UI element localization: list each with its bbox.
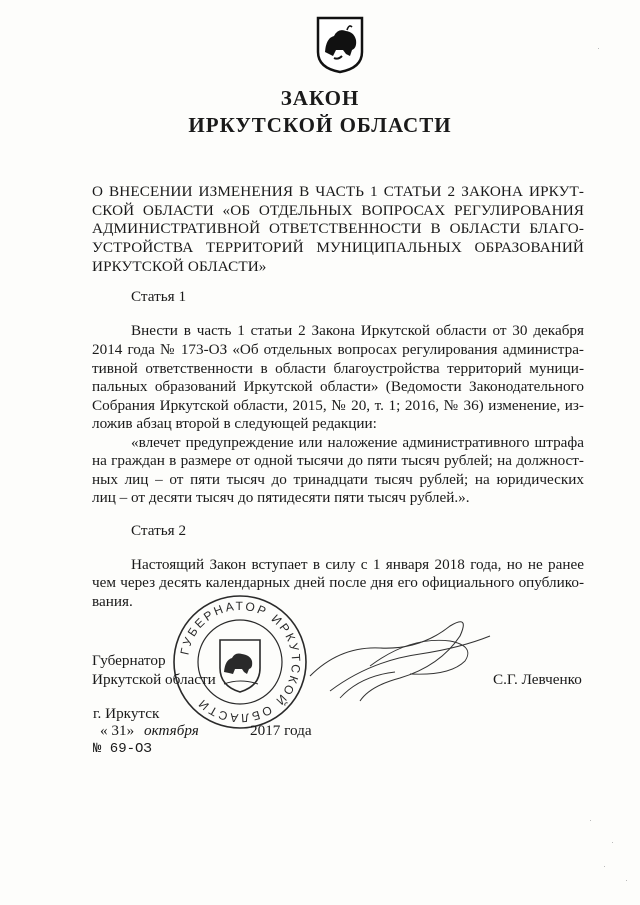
- date-month: октября: [144, 722, 199, 739]
- document-type-title: ЗАКОН: [280, 86, 360, 110]
- heading-line: СКОЙ ОБЛАСТИ «ОБ ОТДЕЛЬНЫХ ВОПРОСАХ РЕГУЛИРОВАНИЯ: [92, 201, 584, 219]
- article-1-line: 2014 года № 173-ОЗ «Об отдельных вопросах регулирования администра-: [92, 341, 584, 358]
- heading-line: АДМИНИСТРАТИВНОЙ ОТВЕТСТВЕННОСТИ В ОБЛАСТИ БЛАГО-: [92, 220, 584, 238]
- law-number: № 69-ОЗ: [93, 741, 152, 757]
- signer-position-line: Губернатор: [92, 652, 166, 669]
- heading-line: ИРКУТСКОЙ ОБЛАСТИ»: [92, 257, 267, 275]
- article-1-line: тивной ответственности в области благоустройства территорий муници-: [92, 360, 584, 377]
- official-seal-stamp: [172, 594, 308, 730]
- article-2-line: Настоящий Закон вступает в силу с 1 января 2018 года, но не ранее: [131, 556, 584, 573]
- quoted-amendment-line: на граждан в размере от одной тысячи до пяти тысяч рублей; на должност-: [92, 452, 584, 469]
- article-2-line: вания.: [92, 593, 133, 610]
- heading-line: УСТРОЙСТВА ТЕРРИТОРИЙ МУНИЦИПАЛЬНЫХ ОБРАЗОВАНИЙ: [92, 239, 584, 257]
- article-2-line: чем через десять календарных дней после дня его официального опублико-: [92, 574, 584, 591]
- article-1-line: Собрания Иркутской области, 2015, № 20, т. 1; 2016, № 36) изменение, из-: [92, 397, 584, 414]
- quoted-amendment-line: ных лиц – от пяти тысяч до тринадцати тысяч рублей; на юридических: [92, 471, 584, 488]
- article-1-line: пальных образований Иркутской области» (Ведомости Законодательного: [92, 378, 584, 395]
- issuer-title: ИРКУТСКОЙ ОБЛАСТИ: [188, 113, 452, 137]
- place-of-signing: г. Иркутск: [93, 705, 160, 722]
- date-day: « 31»: [100, 722, 135, 739]
- article-2-label: Статья 2: [131, 522, 187, 539]
- date-year: 2017 года: [250, 722, 312, 739]
- article-1-line: ложив абзац второй в следующей редакции:: [92, 415, 377, 432]
- article-1-label: Статья 1: [131, 288, 187, 305]
- heading-line: О ВНЕСЕНИИ ИЗМЕНЕНИЯ В ЧАСТЬ 1 СТАТЬИ 2 ЗАКОНА ИРКУТ-: [92, 183, 584, 200]
- coat-of-arms-icon: [316, 16, 364, 74]
- quoted-amendment-line: «влечет предупреждение или наложение административного штрафа: [131, 434, 584, 451]
- law-subject-heading: [92, 183, 584, 277]
- quoted-amendment-line: лиц – от десяти тысяч до пятидесяти пяти тысяч рублей.».: [92, 489, 470, 506]
- signer-name: С.Г. Левченко: [493, 671, 582, 688]
- handwritten-signature: [300, 606, 500, 716]
- signer-position-line: Иркутской области: [92, 671, 216, 688]
- svg-text:ГУБЕРНАТОР ИРКУТСКОЙ ОБЛАСТИ: ГУБЕРНАТОР ИРКУТСКОЙ ОБЛАСТИ: [177, 598, 304, 726]
- article-1-line: Внести в часть 1 статьи 2 Закона Иркутской области от 30 декабря: [131, 322, 584, 339]
